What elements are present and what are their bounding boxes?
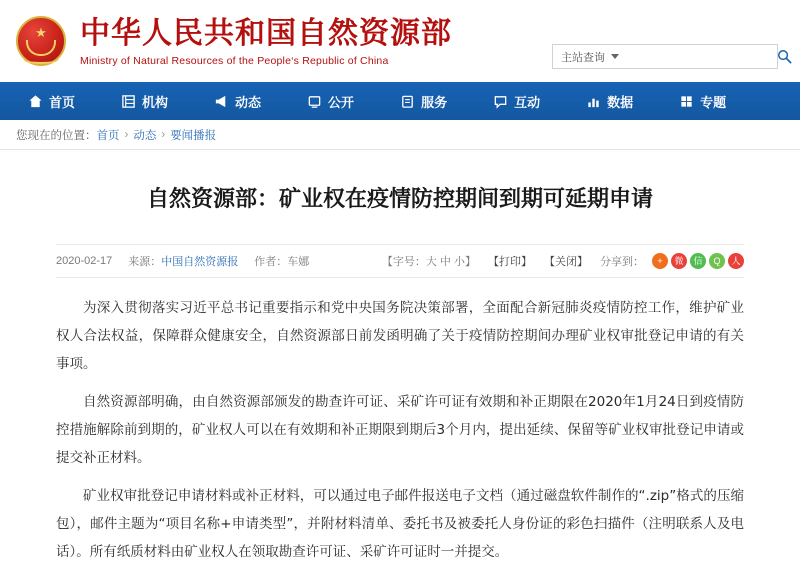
site-title-en: Ministry of Natural Resources of the People‘s Republic of China [80, 54, 389, 67]
share-icons [649, 253, 744, 269]
site-header [0, 0, 800, 82]
font-size-label: 【字号： [381, 256, 426, 268]
search-scope-label: 主站查询 [561, 51, 605, 64]
qzone-icon[interactable]: Q [709, 253, 725, 269]
renren-icon[interactable]: 人 [728, 253, 744, 269]
chat-icon [493, 94, 508, 109]
nav-label: 动态 [235, 94, 262, 110]
chevron-down-icon [611, 54, 619, 59]
breadcrumb-item-current[interactable]: 要闻播报 [170, 129, 217, 142]
bar-chart-icon [586, 94, 601, 109]
building-icon [121, 94, 136, 109]
search-button[interactable] [771, 45, 798, 68]
weibo-icon[interactable]: 微 [671, 253, 687, 269]
article-paragraph: 矿业权审批登记申请材料或补正材料，可以通过电子邮件报送电子文档（通过磁盘软件制作的“.zip”格式的压缩包），邮件主题为“项目名称+申请类型”，并附材料清单、委托书及被委托人身份证的彩色扫描件（注明联系人及电话）。所有纸质材料由矿业权人在领取勘查许可证、采矿许可证时一并提交。 [56, 488, 744, 560]
close-button[interactable] [544, 253, 588, 269]
nav-item-topics[interactable] [669, 92, 736, 111]
search-bar[interactable] [552, 44, 778, 69]
breadcrumb-prefix: 您现在的位置： [16, 129, 97, 142]
nav-label: 公开 [328, 94, 355, 110]
article-meta-actions [382, 253, 744, 269]
document-icon [307, 94, 322, 109]
article-author-name: 车娜 [287, 256, 310, 268]
article-source-link[interactable]: 中国自然资源报 [161, 256, 239, 268]
search-scope-select[interactable] [553, 49, 625, 65]
nav-item-news[interactable] [204, 92, 271, 111]
nav-label: 数据 [607, 94, 634, 110]
breadcrumb-separator-icon: › [161, 128, 166, 141]
page-title: 自然资源部：矿业权在疫情防控期间到期可延期申请 [146, 187, 653, 212]
nav-item-data[interactable] [576, 92, 643, 111]
breadcrumb-item-news[interactable]: 动态 [133, 129, 157, 142]
breadcrumb-item-home[interactable]: 首页 [96, 129, 120, 142]
nav-label: 服务 [421, 94, 448, 110]
national-emblem-icon: ★ [14, 14, 68, 68]
article-body [56, 294, 744, 566]
nav-item-home[interactable] [18, 92, 85, 111]
search-input[interactable] [625, 45, 771, 68]
nav-item-institution[interactable] [111, 92, 178, 111]
article-source [128, 253, 238, 269]
share-label: 分享到： [600, 256, 644, 268]
article-source-label: 来源： [128, 256, 162, 268]
nav-label: 互动 [514, 94, 541, 110]
print-link[interactable]: 【打印】 [488, 256, 532, 268]
article-date: 2020-02-17 [56, 255, 113, 267]
nav-item-service[interactable] [390, 92, 457, 111]
site-titles [80, 16, 452, 67]
search-icon [777, 49, 792, 64]
article-author-label: 作者： [254, 256, 288, 268]
print-button[interactable] [488, 253, 532, 269]
font-size-close: 】 [465, 256, 476, 268]
home-icon [28, 94, 43, 109]
megaphone-icon [214, 94, 229, 109]
article-paragraph: 为深入贯彻落实习近平总书记重要指示和党中央国务院决策部署，全面配合新冠肺炎疫情防控工作，维护矿业权人合法权益，保障群众健康安全，自然资源部日前发函明确了关于疫情防控期间办理矿业权审批登记申请的有关事项。 [56, 300, 744, 372]
nav-item-disclosure[interactable] [297, 92, 364, 111]
article-meta [56, 244, 744, 278]
nav-label: 机构 [142, 94, 169, 110]
grid-icon [679, 94, 694, 109]
clipboard-icon [400, 94, 415, 109]
breadcrumb-separator-icon: › [124, 128, 129, 141]
breadcrumb [0, 120, 800, 150]
nav-label: 首页 [49, 94, 76, 110]
article [0, 184, 800, 566]
nav-label: 专题 [700, 94, 727, 110]
wechat-icon[interactable]: 信 [690, 253, 706, 269]
main-nav [0, 82, 800, 120]
site-title-cn: 中华人民共和国自然资源部 [80, 15, 452, 51]
close-link[interactable]: 【关闭】 [544, 256, 588, 268]
article-author [254, 253, 309, 269]
share-more-icon[interactable]: + [652, 253, 668, 269]
font-size-control[interactable] [382, 253, 476, 269]
article-paragraph: 自然资源部明确，由自然资源部颁发的勘查许可证、采矿许可证有效期和补正期限在2020年1月24日到疫情防控措施解除前到期的，矿业权人可以在有效期和补正期限到期后3个月内，提出延续、保留等矿业权审批登记申请或提交补正材料。 [56, 394, 744, 466]
font-size-options[interactable]: 大 中 小 [425, 256, 465, 268]
nav-item-interaction[interactable] [483, 92, 550, 111]
